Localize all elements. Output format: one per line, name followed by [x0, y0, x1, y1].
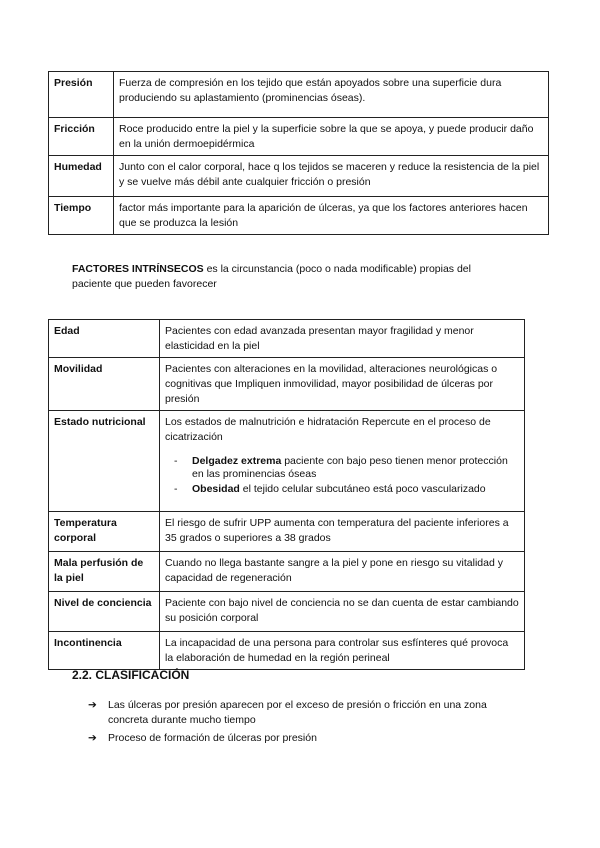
arrow-icon: ➔ [88, 699, 97, 711]
row-key: Nivel de conciencia [49, 592, 160, 632]
row-key: Mala perfusión de la piel [49, 552, 160, 592]
sub-text: paciente con bajo peso tienen menor protección en las prominencias óseas [192, 455, 508, 480]
row-value: Junto con el calor corporal, hace q los tejidos se maceren y reduce la resistencia de la piel y se vuelve más débil ante cualquier fricción o presión [114, 156, 549, 197]
sub-bold: Delgadez extrema [192, 455, 282, 467]
table-row [49, 156, 549, 197]
extrinsic-factors-table [48, 71, 549, 235]
intro-bold: FACTORES INTRÍNSECOS [72, 263, 204, 275]
bullet-text: Proceso de formación de úlceras por presión [108, 732, 317, 744]
nutrition-text: Los estados de malnutrición e hidratación Repercute en el proceso de cicatrización [165, 416, 491, 443]
row-value: La incapacidad de una persona para controlar sus esfínteres qué provoca la elaboración de humedad en la región perineal [160, 632, 525, 670]
row-value: Roce producido entre la piel y la superficie sobre la que se apoya, y puede producir daño en la unión dermoepidérmica [114, 118, 549, 156]
intro-text: es la circunstancia (poco o nada modificable) propias del paciente que pueden favorecer [72, 263, 471, 290]
list-item [174, 483, 519, 496]
dash-marker: - [174, 483, 178, 495]
row-value: Fuerza de compresión en los tejido que están apoyados sobre una superficie dura produciendo su aplastamiento (prominencias óseas). [114, 72, 549, 118]
row-key: Edad [49, 320, 160, 358]
sub-text: el tejido celular subcutáneo está poco vascularizado [239, 483, 486, 495]
table-row [49, 358, 525, 411]
row-key: Incontinencia [49, 632, 160, 670]
table-row [49, 512, 525, 552]
row-key: Temperatura corporal [49, 512, 160, 552]
row-key: Presión [49, 72, 114, 118]
nutrition-sublist [174, 455, 519, 496]
row-key: Tiempo [49, 197, 114, 235]
row-value [160, 411, 525, 512]
table-row [49, 411, 525, 512]
table-row [49, 197, 549, 235]
list-item [174, 455, 519, 481]
row-value: Paciente con bajo nivel de conciencia no se dan cuenta de estar cambiando su posición corporal [160, 592, 525, 632]
list-item [88, 698, 518, 728]
intrinsic-factors-table [48, 319, 525, 670]
bullet-text: Las úlceras por presión aparecen por el exceso de presión o fricción en una zona concreta durante mucho tiempo [108, 699, 487, 726]
table-row [49, 632, 525, 670]
row-value: factor más importante para la aparición de úlceras, ya que los factores anteriores hacen que se produzca la lesión [114, 197, 549, 235]
table-row [49, 552, 525, 592]
table-row [49, 592, 525, 632]
row-key: Fricción [49, 118, 114, 156]
row-value: Cuando no llega bastante sangre a la piel y pone en riesgo su vitalidad y capacidad de regeneración [160, 552, 525, 592]
arrow-icon: ➔ [88, 732, 97, 744]
table-row [49, 320, 525, 358]
table-row [49, 72, 549, 118]
row-key: Movilidad [49, 358, 160, 411]
row-key: Estado nutricional [49, 411, 160, 512]
section-heading: 2.2. CLASIFICACIÓN [72, 668, 190, 682]
sub-bold: Obesidad [192, 483, 240, 495]
dash-marker: - [174, 455, 178, 467]
intrinsic-factors-intro [72, 262, 512, 292]
row-value: Pacientes con edad avanzada presentan mayor fragilidad y menor elasticidad en la piel [160, 320, 525, 358]
row-key: Humedad [49, 156, 114, 197]
table-row [49, 118, 549, 156]
row-value: El riesgo de sufrir UPP aumenta con temperatura del paciente inferiores a 35 grados o superiores a 38 grados [160, 512, 525, 552]
row-value: Pacientes con alteraciones en la movilidad, alteraciones neurológicas o cognitivas que Impliquen inmovilidad, mayor posibilidad de úlceras por presión [160, 358, 525, 411]
list-item [88, 731, 518, 746]
classification-list [88, 698, 518, 749]
